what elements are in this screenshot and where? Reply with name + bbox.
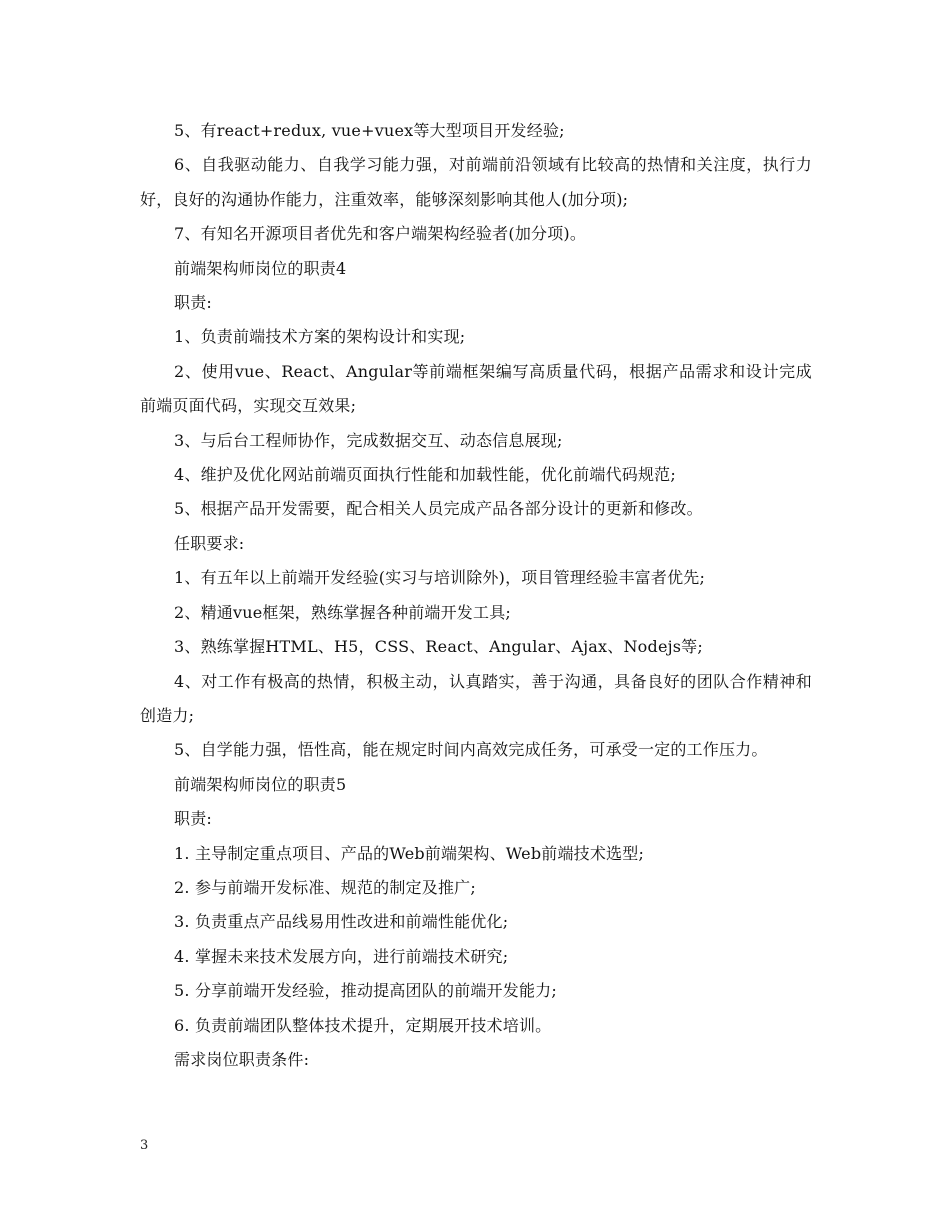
section-heading: 前端架构师岗位的职责5 xyxy=(174,774,347,794)
list-item: 1. 主导制定重点项目、产品的Web前端架构、Web前端技术选型; xyxy=(174,843,645,863)
list-item: 3、与后台工程师协作，完成数据交互、动态信息展现; xyxy=(174,430,563,450)
page-number: 3 xyxy=(140,1138,149,1153)
paragraph: 7、有知名开源项目者优先和客户端架构经验者(加分项)。 xyxy=(174,224,587,244)
subheading: 需求岗位职责条件: xyxy=(174,1049,310,1069)
list-item: 2、使用vue、React、Angular等前端框架编写高质量代码，根据产品需求和设计完成前端页面代码，实现交互效果; xyxy=(140,361,812,416)
section-heading: 前端架构师岗位的职责4 xyxy=(174,258,347,278)
list-item: 5. 分享前端开发经验，推动提高团队的前端开发能力; xyxy=(174,981,557,1001)
subheading: 任职要求: xyxy=(174,533,245,553)
list-item: 2. 参与前端开发标准、规范的制定及推广; xyxy=(174,877,476,897)
list-item: 3、熟练掌握HTML、H5，CSS、React、Angular、Ajax、Nodejs等; xyxy=(174,637,703,657)
list-item: 5、根据产品开发需要，配合相关人员完成产品各部分设计的更新和修改。 xyxy=(174,499,703,519)
list-item: 6. 负责前端团队整体技术提升，定期展开技术培训。 xyxy=(174,1015,552,1035)
list-item: 1、有五年以上前端开发经验(实习与培训除外)，项目管理经验丰富者优先; xyxy=(174,568,706,588)
list-item: 4、维护及优化网站前端页面执行性能和加载性能，优化前端代码规范; xyxy=(174,465,676,485)
paragraph: 5、有react+redux, vue+vuex等大型项目开发经验; xyxy=(174,121,565,140)
list-item: 2、精通vue框架，熟练掌握各种前端开发工具; xyxy=(174,602,511,622)
list-item: 4. 掌握未来技术发展方向，进行前端技术研究; xyxy=(174,946,509,966)
document-body xyxy=(140,114,812,1077)
list-item: 5、自学能力强，悟性高，能在规定时间内高效完成任务，可承受一定的工作压力。 xyxy=(174,740,768,760)
list-item: 1、负责前端技术方案的架构设计和实现; xyxy=(174,327,466,347)
list-item: 4、对工作有极高的热情，积极主动，认真踏实，善于沟通，具备良好的团队合作精神和创造力; xyxy=(140,671,812,725)
paragraph: 6、自我驱动能力、自我学习能力强，对前端前沿领域有比较高的热情和关注度，执行力好，良好的沟通协作能力，注重效率，能够深刻影响其他人(加分项); xyxy=(140,155,812,209)
subheading: 职责: xyxy=(174,293,212,313)
subheading: 职责: xyxy=(174,809,212,829)
list-item: 3. 负责重点产品线易用性改进和前端性能优化; xyxy=(174,912,509,932)
